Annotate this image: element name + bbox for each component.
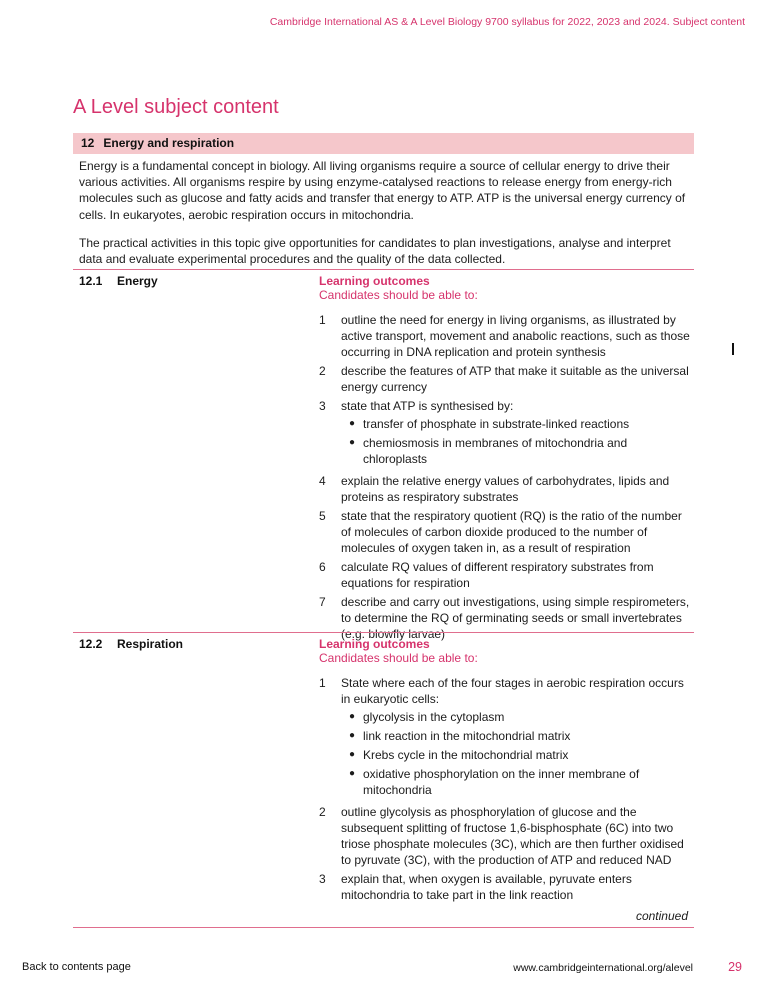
topic-intro-paragraph: Energy is a fundamental concept in biology. All living organisms require a source of cellular energy to drive their various activities. All organisms respire by using enzyme-catalysed reactions to release energy from energy-rich molecules such as glucose and fatty acids and transfer that energy to ATP. ATP is the universal energy currency of cells. In eukaryotes, aerobic respiration occurs in mitochondria. — [79, 159, 686, 222]
outcome-text: describe and carry out investigations, using simple respirometers, to determine the RQ of germinating seeds or small invertebrates (e.g. blowfly larvae) — [341, 595, 690, 641]
outcome-number: 7 — [319, 595, 326, 609]
section-title: Energy — [117, 274, 158, 288]
outcome-text: state that ATP is synthesised by: — [341, 399, 514, 413]
outcome-number: 4 — [319, 474, 326, 488]
learning-outcomes-header — [319, 637, 478, 665]
bullet-list — [341, 416, 691, 467]
section-divider — [73, 632, 694, 633]
outcome-number: 2 — [319, 805, 326, 819]
bullet-text: chemiosmosis in membranes of mitochondria and chloroplasts — [363, 436, 628, 466]
outcome-text: outline the need for energy in living organisms, as illustrated by active transport, movement and anabolic reactions, such as those occurring in DNA replication and protein synthesis — [341, 313, 690, 359]
outcome-item — [319, 871, 691, 903]
section-heading — [79, 637, 183, 651]
bullet-icon: ● — [348, 749, 356, 760]
learning-outcomes-subtitle: Candidates should be able to: — [319, 288, 478, 302]
bullet-item — [341, 766, 691, 798]
outcome-text: State where each of the four stages in aerobic respiration occurs in eukaryotic cells: — [341, 676, 684, 706]
section-number: 12.1 — [79, 274, 103, 288]
bullet-text: transfer of phosphate in substrate-linked reactions — [363, 417, 630, 431]
bullet-icon: ● — [348, 711, 356, 722]
bullet-text: link reaction in the mitochondrial matrix — [363, 729, 571, 743]
topic-heading-bar — [73, 133, 694, 154]
outcome-item — [319, 473, 691, 505]
outcome-number: 1 — [319, 676, 326, 690]
outcome-text: explain the relative energy values of carbohydrates, lipids and proteins as respiratory substrates — [341, 474, 670, 504]
outcome-text: state that the respiratory quotient (RQ) is the ratio of the number of molecules of carbon dioxide produced to the number of molecules of oxygen taken in, as a result of respiration — [341, 509, 682, 555]
bullet-icon: ● — [348, 437, 356, 448]
section-title: Respiration — [117, 637, 184, 651]
bullet-item — [341, 728, 691, 744]
website-link[interactable]: www.cambridgeinternational.org/alevel — [513, 962, 693, 974]
running-header: Cambridge International AS & A Level Biology 9700 syllabus for 2022, 2023 and 2024. Subject content — [269, 16, 745, 28]
bullet-icon: ● — [348, 418, 356, 429]
outcome-text: explain that, when oxygen is available, pyruvate enters mitochondria to take part in the link reaction — [341, 872, 632, 902]
bullet-item — [341, 435, 691, 467]
bullet-text: glycolysis in the cytoplasm — [363, 710, 505, 724]
outcome-text: describe the features of ATP that make it suitable as the universal energy currency — [341, 364, 689, 394]
page-number: 29 — [728, 960, 742, 974]
outcome-item — [319, 363, 691, 395]
bullet-list — [341, 709, 691, 798]
outcome-list — [319, 675, 691, 906]
bullet-text: oxidative phosphorylation on the inner membrane of mitochondria — [363, 767, 640, 797]
bullet-icon: ● — [348, 768, 356, 779]
topic-intro-paragraph: The practical activities in this topic give opportunities for candidates to plan investigations, analyse and interpret data and evaluate experimental procedures and the quality of the data collected. — [79, 236, 671, 267]
outcome-list — [319, 312, 691, 645]
outcome-number: 5 — [319, 509, 326, 523]
outcome-item — [319, 675, 691, 801]
bullet-item — [341, 709, 691, 725]
back-to-contents-link[interactable]: Back to contents page — [22, 961, 131, 973]
outcome-item — [319, 312, 691, 360]
section-number: 12.2 — [79, 637, 103, 651]
learning-outcomes-subtitle: Candidates should be able to: — [319, 651, 478, 665]
outcome-number: 3 — [319, 872, 326, 886]
topic-number: 12 — [81, 136, 95, 150]
outcome-item — [319, 508, 691, 556]
bottom-divider — [73, 927, 694, 928]
learning-outcomes-title: Learning outcomes — [319, 274, 430, 288]
section-divider — [73, 269, 694, 270]
bullet-text: Krebs cycle in the mitochondrial matrix — [363, 748, 569, 762]
outcome-text: calculate RQ values of different respiratory substrates from equations for respiration — [341, 560, 654, 590]
topic-title: Energy and respiration — [103, 136, 235, 150]
outcome-number: 2 — [319, 364, 326, 378]
outcome-number: 3 — [319, 399, 326, 413]
bullet-item — [341, 747, 691, 763]
outcome-item — [319, 559, 691, 591]
outcome-item — [319, 594, 691, 642]
outcome-text: outline glycolysis as phosphorylation of glucose and the subsequent splitting of fructose 1,6-bisphosphate (6C) into two triose phosphate molecules (3C), which are then further oxidised to pyruvate (3C), with the production of ATP and reduced NAD — [341, 805, 684, 867]
learning-outcomes-title: Learning outcomes — [319, 637, 430, 651]
change-bar-marker — [732, 343, 734, 355]
learning-outcomes-header — [319, 274, 478, 302]
outcome-item — [319, 804, 691, 868]
continued-label: continued — [635, 909, 688, 923]
bullet-icon: ● — [348, 730, 356, 741]
section-heading — [79, 274, 158, 288]
outcome-item — [319, 398, 691, 470]
outcome-number: 1 — [319, 313, 326, 327]
outcome-number: 6 — [319, 560, 326, 574]
page-title: A Level subject content — [73, 96, 279, 118]
bullet-item — [341, 416, 691, 432]
